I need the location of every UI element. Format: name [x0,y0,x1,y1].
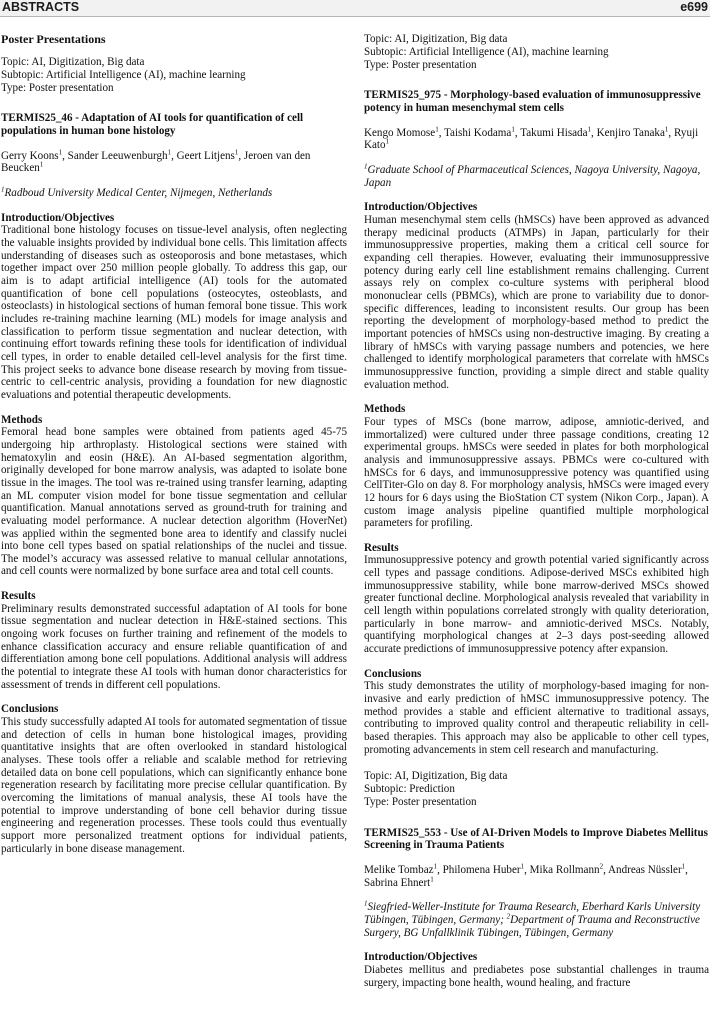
affiliation: $^1$Siegfried-Weller-Institute for Trauma Research, Eberhard Karls University Tübingen, Tübingen, Germany; $^2$Department of Trauma and Reconstructive Surgery, BG Unfallklinik Tübingen, Tübingen, Germany [364,899,701,939]
left-column [1,32,347,855]
conclusions-text: This study demonstrates the utility of morphology-based imaging for non-invasive and early prediction of hMSC immunosuppressive potency. The method provides a stable and efficient alternative to traditional assays, contributing to improved quality control and therapeutic reliability in cell-based therapies. This approach may also be applicable to other cell types, promoting advancements in stem cell research and manufacturing. [364,680,709,756]
conclusions-heading: Conclusions [364,667,422,680]
topic-line: Topic: AI, Digitization, Big data [364,770,508,783]
affiliation: $^1$Graduate School of Pharmaceutical Sciences, Nagoya University, Nagoya, Japan [364,162,701,189]
author-affiliation-marker: 1 [520,862,525,871]
author-name: Melike Tombaz [364,864,434,877]
author-name: Jeroen van den Beucken [1,149,311,175]
author-list: Melike Tombaz$^1$, Philomena Huber$^1$, Mika Rollmann$^2$, Andreas Nüssler$^1$, Sabrina Ehnert$^1$ [364,862,688,889]
results-text: Preliminary results demonstrated successful adaptation of AI tools for bone tissue segmentation and nuclear detection in H&E-stained sections. This ongoing work focuses on further training and refinement of the models to enhance classification accuracy and ensure reliable quantification of and differentiation among bone cell populations. Additional analysis will address the potential to integrate these AI tools with human donor characteristics for assessment of trends in different cell populations. [1,602,347,691]
results-heading: Results [364,541,399,554]
type-line: Type: Poster presentation [364,795,477,808]
abstract-title: TERMIS25_975 - Morphology-based evaluation of immunosuppressive potency in human mesenchymal stem cells [364,89,701,115]
author-affiliation-marker: 1 [430,875,434,884]
author-name: Ryuji Kato [364,126,699,152]
author-name: Andreas Nüssler [608,864,682,877]
results-heading: Results [1,590,36,603]
author-name: Kengo Momose [364,126,436,139]
author-name: Gerry Koons [1,149,59,162]
intro-text: Human mesenchymal stem cells (hMSCs) have been approved as advanced therapy medicinal products (ATMPs) in Japan, particularly for their immunosuppressive properties, making them a critical cell source for expanding cell therapies. However, evaluating their immunosuppressive potency during early cell line establishment remains challenging. Current assays rely on complex co-culture systems with peripheral blood mononuclear cells (PBMCs), which are prone to variability due to donor-specific differences, leading to inconsistent results. Our group has been reporting the development of morphology-based method to predict the important potencies of hMSCs using non-destructive imaging. By creating a library of hMSCs with varying passage numbers and potencies, we here challenged to identify morphological parameters that correlate with hMSCs immunosuppressive function, providing a simple direct and stable quality evaluation method. [364,214,709,391]
results-text: Immunosuppressive potency and growth potential varied significantly across cell types and passage conditions. Adipose-derived MSCs exhibited high immunosuppressive stability, while bone marrow-derived MSCs showed greater functional decline. Morphological analysis revealed that variability in cell length within populations correlated strongly with quality deterioration, particularly in bone marrow- and amniotic-derived MSCs. Notably, quantifying morphological changes at 2–3 days post-seeding allowed accurate predictions of immunosuppressive potency after expansion. [364,554,709,656]
author-affiliation-marker: 1 [39,160,44,169]
topic-block [364,33,709,71]
author-affiliation-marker: 1 [511,125,515,134]
intro-text: Diabetes mellitus and prediabetes pose substantial challenges in trauma surgery, impacting bone health, wound healing, and fracture [364,964,709,989]
intro-heading: Introduction/Objectives [364,201,478,214]
author-affiliation-marker: 1 [435,125,439,134]
type-line: Type: Poster presentation [1,81,114,94]
abstract-title: TERMIS25_553 - Use of AI-Driven Models to Improve Diabetes Mellitus Screening in Trauma Patients [364,826,708,852]
author-name: Sabrina Ehnert [364,876,431,889]
section-label: ABSTRACTS [2,0,80,14]
intro-heading: Introduction/Objectives [1,211,115,224]
author-name: Taishi Kodama [444,126,512,139]
author-affiliation-marker: 1 [234,148,239,157]
topic-line: Topic: AI, Digitization, Big data [364,33,508,45]
intro-text: Traditional bone histology focuses on tissue-level analysis, often neglecting the valuable insights provided by individual bone cells. This limitation affects understanding of diseases such as osteoporosis and bone metastases, which together impact over 250 million people globally. To address this gap, our aim is to adapt artificial intelligence (AI) tools for the automated quantification of bone cell populations (osteocytes, osteoblasts, and osteoclasts) in histological sections of human femoral bone tissue. This work includes re-training machine learning (ML) models for image analysis and classification to perform tissue segmentation and nuclear detection, with continuing effort towards refining these tools for identification of individual cell types, in order to enable detailed cell-level analysis for the first time. This project seeks to advance bone disease research by moving from tissue-centric to cell-centric analysis, providing a foundation for new diagnostic evaluations and potential therapeutic developments. [1,224,347,401]
poster-presentations-heading: Poster Presentations [1,32,106,46]
running-header [0,0,710,17]
author-affiliation-marker: 2 [599,862,604,871]
conclusions-text: This study successfully adapted AI tools for automated segmentation of tissue and detection of cells in human bone histological images, providing quantitative insights that are often overlooked in standard histological analyses. These tools offer a reliable and scalable method for retrieving detailed data on bone cell populations, which can significantly enhance bone regeneration research by facilitating more precise cellular quantification. By overcoming the limitations of manual analysis, these AI tools have the potential to improve understanding of bone cell behavior during tissue engineering and regeneration processes. These tools could thus eventually support more personalized treatment options for individual patients, particularly in bone disease management. [1,716,347,855]
subtopic-line: Subtopic: Artificial Intelligence (AI), machine learning [364,45,609,58]
author-name: Sander Leeuwenburgh [67,149,168,162]
page-number: e699 [680,0,708,14]
topic-block [364,770,709,808]
topic-block [1,56,347,94]
subtopic-line: Subtopic: Artificial Intelligence (AI), machine learning [1,68,246,81]
author-affiliation-marker: 1 [385,137,390,146]
author-name: Philomena Huber [442,864,521,877]
methods-text: Femoral head bone samples were obtained from patients aged 45-75 undergoing hip arthroplasty. Histological sections were stained with hematoxylin and eosin (H&E). An AI-based segmentation algorithm, originally developed for bone marrow analysis, was adapted to isolate bone tissue in the images. The tool was re-trained using transfer learning, adapting an ML computer vision model for bone tissue segmentation and cellular quantification. Manual annotations served as ground-truth for training and evaluating model performance. A nuclear detection algorithm (HoverNet) was applied within the segmented bone area to identify and classify nuclei into bone cell types based on spatial relationships of the nuclei and tissue. The model’s accuracy was assessed relative to manual cellular annotations, and cell counts were normalized by bone surface area and total cell counts. [1,426,347,578]
intro-heading: Introduction/Objectives [364,951,478,964]
author-list: Kengo Momose$^1$, Taishi Kodama$^1$, Takumi Hisada$^1$, Kenjiro Tanaka$^1$, Ryuji Kato$^1$ [364,125,699,152]
author-affiliation-marker: 1 [664,125,669,134]
conclusions-heading: Conclusions [1,703,59,716]
methods-heading: Methods [364,403,406,416]
type-line: Type: Poster presentation [364,58,477,71]
author-name: Takumi Hisada [520,126,588,139]
right-column [364,33,709,989]
author-affiliation-marker: 1 [58,148,63,157]
author-affiliation-marker: 1 [167,148,172,157]
methods-heading: Methods [1,413,43,426]
author-affiliation-marker: 1 [587,125,592,134]
author-list: Gerry Koons$^1$, Sander Leeuwenburgh$^1$, Geert Litjens$^1$, Jeroen van den Beucken$^1$ [1,148,311,175]
author-name: Kenjiro Tanaka [596,126,665,139]
author-name: Mika Rollmann [529,864,600,877]
author-name: Geert Litjens [176,149,235,162]
methods-text: Four types of MSCs (bone marrow, adipose, amniotic-derived, and immortalized) were cultured under three passage conditions, creating 12 experimental groups. hMSCs were seeded in plates for both morphological analysis and immunosuppressive assays. PBMCs were co-cultured with hMSCs for 6 days, and immunosuppressive potency was quantified using CellTiter-Glo on day 8. For morphology analysis, hMSCs were imaged every 12 hours for 6 days using the BioStation CT system (Nikon Corp., Japan). A custom image analysis pipeline quantified multiple morphological parameters for profiling. [364,415,709,530]
affiliation: $^1$Radboud University Medical Center, Nijmegen, Netherlands [1,185,273,200]
abstract-title: TERMIS25_46 - Adaptation of AI tools for quantification of cell populations in human bone histology [1,112,304,138]
topic-line: Topic: AI, Digitization, Big data [1,56,145,68]
author-affiliation-marker: 1 [681,862,686,871]
subtopic-line: Subtopic: Prediction [364,783,455,796]
author-affiliation-marker: 1 [433,862,438,871]
